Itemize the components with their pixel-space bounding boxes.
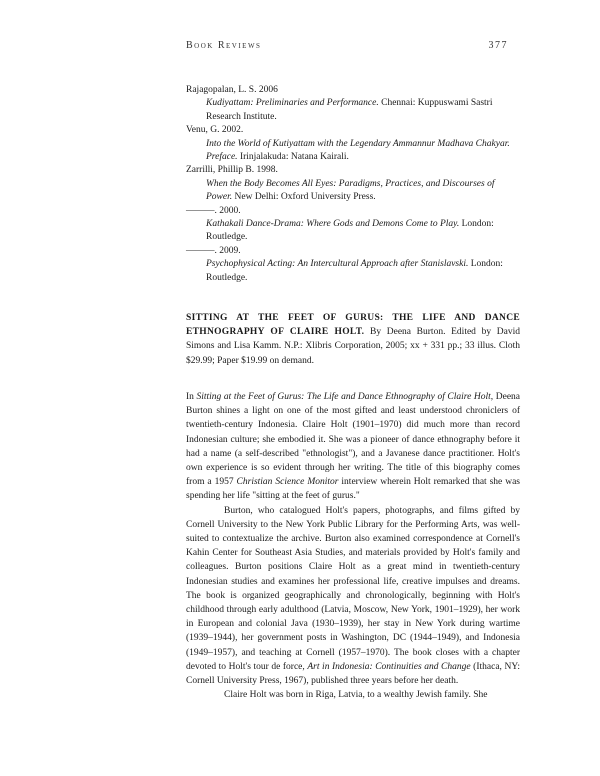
text-run: (Ithaca, NY: Cornell University Press, 1967), published three years before her death. xyxy=(186,661,520,687)
body-paragraph xyxy=(186,688,520,702)
reference-author: Venu, G. 2002. xyxy=(186,125,244,136)
text-run: Deena Burton shines a light on one of the most gifted and least understood chroniclers of twentieth-century Indonesia. Claire Holt (1901–1970) did much more than record Indonesian culture; she embodied it. She was a pioneer of dance ethnography before it had a name (a self-described "ethnologist"), and a Javanese dance practitioner. Holt's own experience is so evident through her writing. The title of this biography comes from a 1957 xyxy=(186,392,521,488)
reference-title: Psychophysical Acting: An Intercultural Approach after Stanislavski. xyxy=(206,259,469,270)
text-run: Claire Holt was born in Riga, Latvia, to a wealthy Jewish family. She xyxy=(224,690,488,701)
review-heading-block xyxy=(186,311,520,368)
reference-title: Into the World of Kutiyattam with the Legendary Ammannur Madhava Chakyar. Preface. xyxy=(206,138,510,163)
reference-entry xyxy=(186,245,520,285)
page-number: 377 xyxy=(488,40,508,51)
body-paragraph xyxy=(186,390,520,504)
reference-entry xyxy=(186,124,520,164)
reference-publisher: Chennai: Kuppuswami Sastri Research Institute. xyxy=(206,98,493,122)
review-title: SITTING AT THE FEET OF GURUS: THE LIFE AND DANCE ETHNOGRAPHY OF CLAIRE HOLT. xyxy=(186,313,520,338)
reference-author: ———. 2009. xyxy=(186,245,241,256)
book-title-italic: Art in Indonesia: Continuities and Change xyxy=(307,661,471,672)
reference-title: Kathakali Dance-Drama: Where Gods and Demons Come to Play. xyxy=(206,219,460,230)
reference-entry xyxy=(186,84,520,124)
reference-title: When the Body Becomes All Eyes: Paradigms, Practices, and Discourses of Power. xyxy=(206,178,495,203)
review-body xyxy=(186,390,520,702)
text-run: In xyxy=(186,392,197,402)
reference-entry xyxy=(186,164,520,204)
reference-publisher: London: Routledge. xyxy=(206,259,503,283)
text-run: interview wherein Holt remarked that she was spending her life "sitting at the feet of gurus." xyxy=(186,477,520,502)
reference-entry xyxy=(186,205,520,245)
reference-author: Rajagopalan, L. S. 2006 xyxy=(186,85,278,95)
reference-publisher: Irinjalakuda: Natana Kairali. xyxy=(239,152,349,163)
newspaper-title-italic: Christian Science Monitor xyxy=(236,477,339,488)
reference-title: Kudiyattam: Preliminaries and Performance. xyxy=(206,98,379,109)
reference-author: Zarrilli, Phillip B. 1998. xyxy=(186,165,278,176)
review-book-details: By Deena Burton. Edited by David Simons and Lisa Kamm. N.P.: Xlibris Corporation, 2005; xx + 331 pp.; 33 illus. Cloth $29.99; Paper $19.99 on demand. xyxy=(186,327,520,366)
reference-author: ———. 2000. xyxy=(186,205,241,216)
running-title: Book Reviews xyxy=(186,40,262,51)
text-run: Burton, who catalogued Holt's papers, photographs, and films gifted by Cornell University to the New York Public Library for the Performing Arts, was well-suited to contextualize the archive. Burton also examined correspondence at Cornell's Kahin Center for Southeast Asia Studies, and materials provided by Holt's family and colleagues. Burton positions Claire Holt as a great mind in twentieth-century Indonesian studies and examines her professional life, creative impulses and dreams. The book is organized geographically and chronologically, beginning with Holt's childhood through early adulthood (Latvia, Moscow, New York, 1901–1929), her work in European and colonial Java (1930–1939), her stay in New York during wartime (1939–1944), her government posts in Washington, DC (1944–1949), and Indonesia (1949–1957), and teaching at Cornell (1957–1970). The book closes with a chapter devoted to Holt's tour de force, xyxy=(186,505,520,672)
book-title-italic: Sitting at the Feet of Gurus: The Life and Dance Ethnography of Claire Holt, xyxy=(196,392,494,402)
body-paragraph xyxy=(186,504,520,689)
reference-publisher: New Delhi: Oxford University Press. xyxy=(234,192,376,203)
reference-list xyxy=(186,84,520,285)
reference-publisher: London: Routledge. xyxy=(206,219,494,243)
running-header xyxy=(186,40,508,51)
